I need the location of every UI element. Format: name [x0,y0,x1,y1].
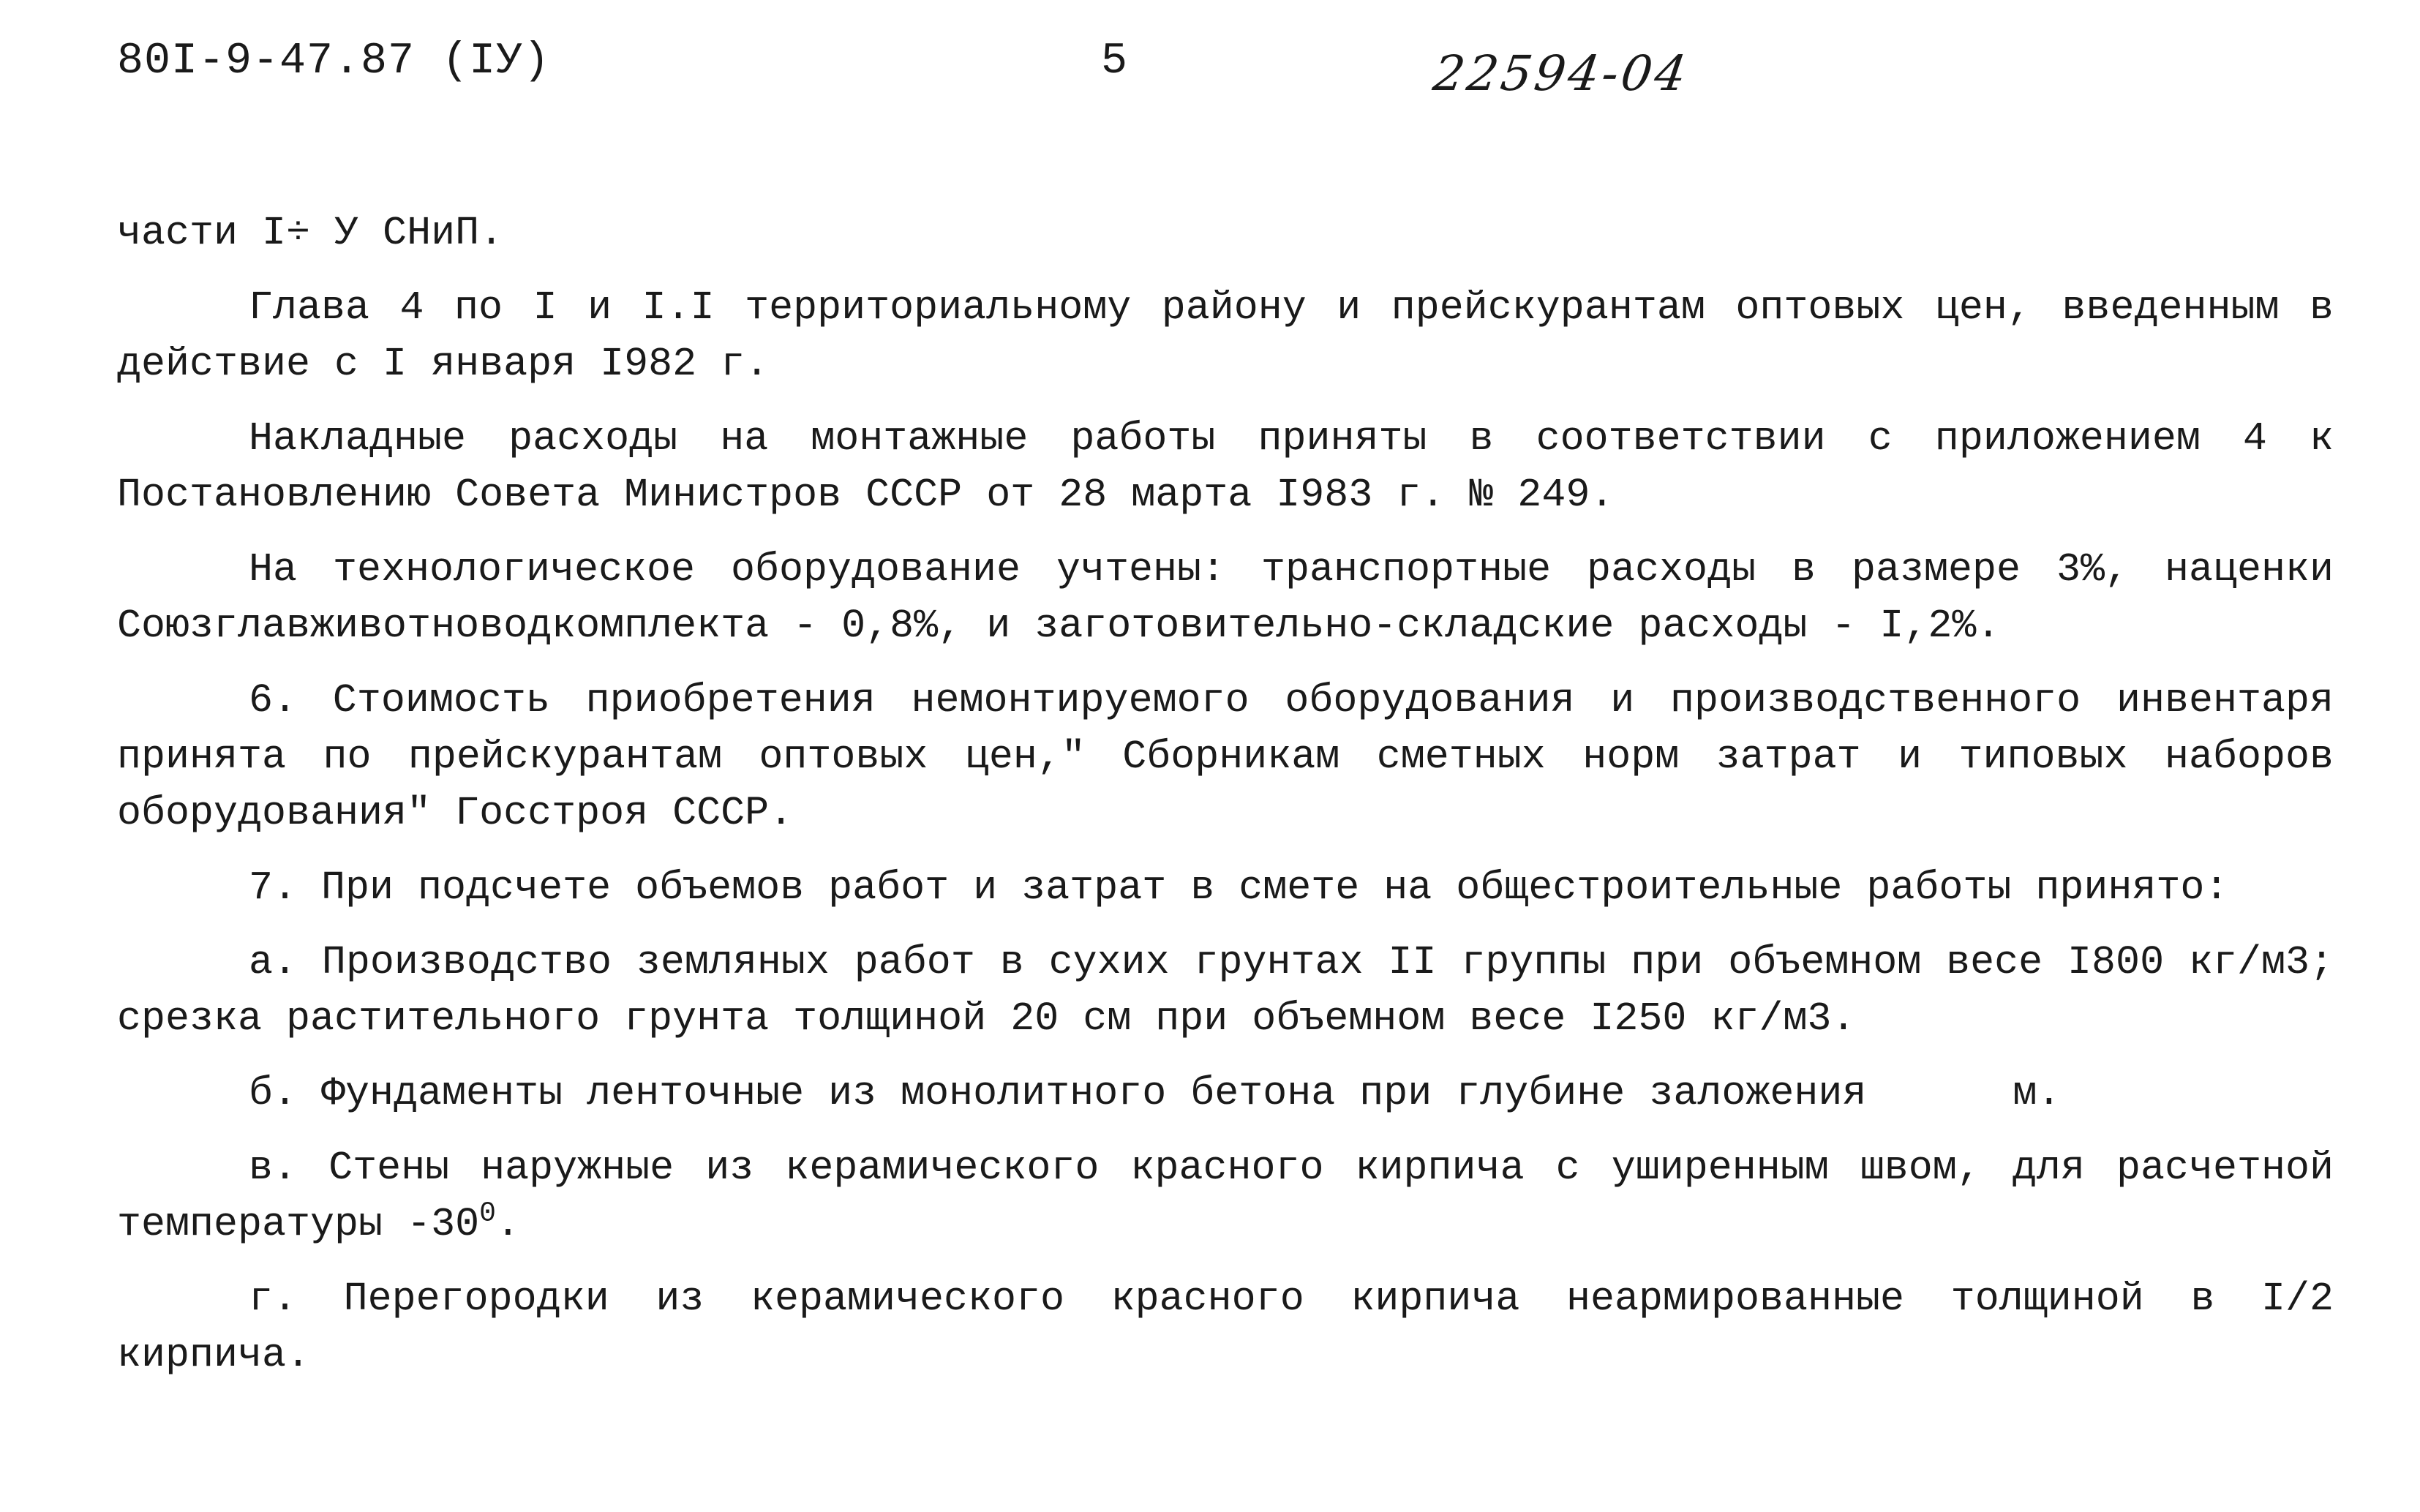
paragraph-item-7: 7. При подсчете объемов работ и затрат в смете на общестроительные работы принято: [249,865,2229,911]
paragraph-item-g-partitions: г. Перегородки из керамического красного кирпича неармированные толщиной в I/2 кирпича. [117,1276,2334,1378]
paragraph-overhead-costs: Накладные расходы на монтажные работы приняты в соответствии с приложением 4 к Постановлению Совета Министров СССР от 28 марта I983 г. № 249. [117,415,2334,518]
paragraph-item-v-walls [117,1140,2334,1252]
page-number: 5 [1101,37,1128,86]
handwritten-document-number: 22594-04 [1429,45,1693,102]
paragraph-item-b-foundations [117,1065,2334,1121]
paragraph-equipment-markups: На технологическое оборудование учтены: транспортные расходы в размере 3%, наценки Союзглавживотноводкомплекта - 0,8%, и заготовительно-складские расходы - I,2%. [117,546,2334,649]
document-body [117,205,2334,1402]
walls-end: . [495,1201,520,1247]
document-code: 80I-9-47.87 (IУ) [117,37,551,86]
paragraph-item-a-earthworks: а. Производство земляных работ в сухих грунтах II группы при объемном весе I800 кг/м3; срезка растительного грунта толщиной 20 см при объемном весе I250 кг/м3. [117,939,2334,1042]
foundations-unit: м. [2013,1070,2062,1116]
paragraph-item-6: 6. Стоимость приобретения немонтируемого оборудования и производственного инвентаря принята по прейскурантам оптовых цен," Сборникам сметных норм затрат и типовых наборов оборудования" Госстроя СССР. [117,677,2334,836]
paragraph-chapter-4: Глава 4 по I и I.I территориальному району и прейскурантам оптовых цен, введенным в действие с I января I982 г. [117,285,2334,387]
foundations-text: б. Фундаменты ленточные из монолитного бетона при глубине заложения [249,1070,1867,1116]
paragraph-snip-reference: части I÷ У СНиП. [117,210,504,256]
walls-text: в. Стены наружные из керамического красного кирпича с уширенным швом, для расчетной температуры -30 [117,1145,2334,1247]
degree-superscript: 0 [479,1197,496,1230]
